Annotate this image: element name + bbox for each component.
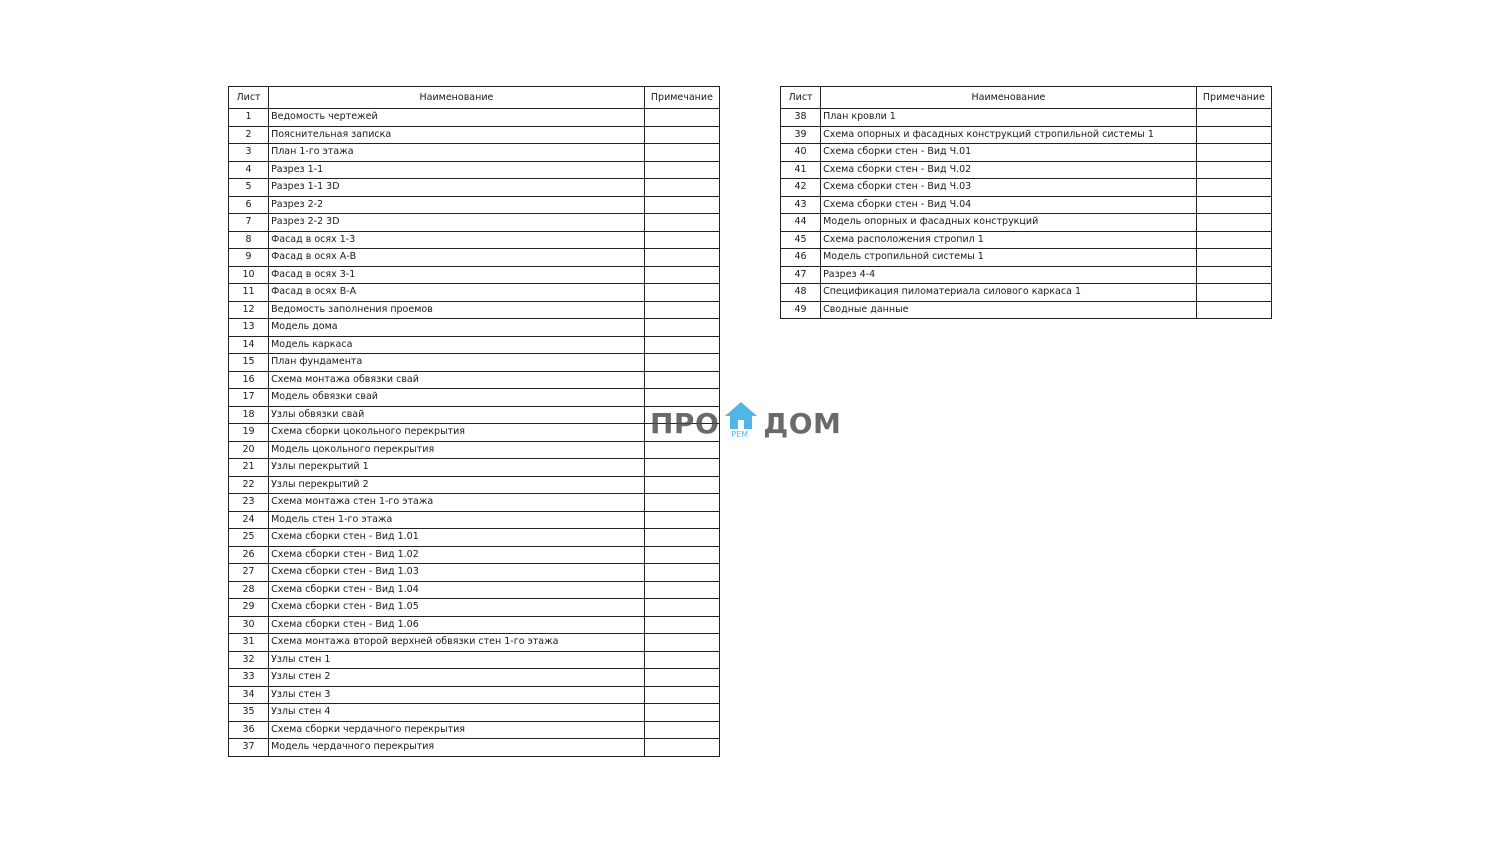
cell-sheet-name: План 1-го этажа <box>269 144 645 162</box>
table-row <box>229 266 720 284</box>
cell-sheet-number: 20 <box>229 441 269 459</box>
cell-note <box>644 214 719 232</box>
cell-sheet-name: Сводные данные <box>821 301 1197 319</box>
cell-sheet-name: Модель чердачного перекрытия <box>269 739 645 757</box>
cell-sheet-number: 27 <box>229 564 269 582</box>
table-row <box>229 704 720 722</box>
table-row <box>229 179 720 197</box>
cell-sheet-number: 8 <box>229 231 269 249</box>
table-row <box>229 739 720 757</box>
cell-sheet-name: Модель цокольного перекрытия <box>269 441 645 459</box>
cell-note <box>1196 301 1271 319</box>
cell-sheet-number: 33 <box>229 669 269 687</box>
cell-sheet-name: Фасад в осях А-В <box>269 249 645 267</box>
table-row <box>229 126 720 144</box>
cell-sheet-number: 32 <box>229 651 269 669</box>
table-row <box>229 599 720 617</box>
cell-sheet-number: 12 <box>229 301 269 319</box>
cell-sheet-name: Схема сборки стен - Вид 1.04 <box>269 581 645 599</box>
cell-note <box>644 319 719 337</box>
cell-sheet-number: 47 <box>781 266 821 284</box>
cell-note <box>644 354 719 372</box>
cell-sheet-name: Схема сборки цокольного перекрытия <box>269 424 645 442</box>
table-row <box>781 179 1272 197</box>
table-row <box>229 424 720 442</box>
cell-sheet-name: Схема сборки стен - Вид 1.06 <box>269 616 645 634</box>
cell-sheet-number: 24 <box>229 511 269 529</box>
cell-sheet-number: 15 <box>229 354 269 372</box>
cell-note <box>644 266 719 284</box>
table-row <box>781 196 1272 214</box>
table-row <box>229 196 720 214</box>
cell-sheet-number: 1 <box>229 109 269 127</box>
table-row <box>229 459 720 477</box>
cell-sheet-name: Схема сборки стен - Вид Ч.02 <box>821 161 1197 179</box>
cell-note <box>644 494 719 512</box>
cell-note <box>644 231 719 249</box>
cell-sheet-name: План фундамента <box>269 354 645 372</box>
cell-note <box>644 546 719 564</box>
table-header-row <box>781 87 1272 109</box>
cell-sheet-number: 3 <box>229 144 269 162</box>
cell-note <box>1196 126 1271 144</box>
cell-note <box>644 459 719 477</box>
cell-sheet-name: Узлы стен 3 <box>269 686 645 704</box>
cell-note <box>644 476 719 494</box>
table-row <box>781 214 1272 232</box>
cell-note <box>1196 231 1271 249</box>
cell-note <box>644 651 719 669</box>
cell-note <box>644 161 719 179</box>
cell-note <box>644 249 719 267</box>
cell-note <box>644 144 719 162</box>
cell-sheet-name: Схема сборки стен - Вид Ч.04 <box>821 196 1197 214</box>
table-row <box>229 406 720 424</box>
cell-sheet-name: Схема сборки стен - Вид 1.02 <box>269 546 645 564</box>
table-row <box>229 161 720 179</box>
table-row <box>781 231 1272 249</box>
cell-sheet-number: 2 <box>229 126 269 144</box>
cell-note <box>1196 214 1271 232</box>
cell-sheet-number: 5 <box>229 179 269 197</box>
cell-sheet-name: Модель опорных и фасадных конструкций <box>821 214 1197 232</box>
table-row <box>229 389 720 407</box>
header-name: Наименование <box>821 87 1197 109</box>
cell-sheet-name: Схема сборки стен - Вид 1.01 <box>269 529 645 547</box>
cell-sheet-name: Модель дома <box>269 319 645 337</box>
cell-note <box>1196 266 1271 284</box>
table-row <box>229 546 720 564</box>
table-row <box>781 161 1272 179</box>
cell-sheet-name: Спецификация пиломатериала силового каркаса 1 <box>821 284 1197 302</box>
cell-sheet-name: План кровли 1 <box>821 109 1197 127</box>
cell-sheet-name: Схема монтажа второй верхней обвязки стен 1-го этажа <box>269 634 645 652</box>
cell-sheet-number: 37 <box>229 739 269 757</box>
table-row <box>229 494 720 512</box>
cell-sheet-name: Схема сборки чердачного перекрытия <box>269 721 645 739</box>
cell-sheet-name: Модель стропильной системы 1 <box>821 249 1197 267</box>
table-row <box>781 301 1272 319</box>
watermark-logo <box>650 400 850 446</box>
cell-sheet-name: Схема сборки стен - Вид Ч.03 <box>821 179 1197 197</box>
cell-sheet-number: 6 <box>229 196 269 214</box>
cell-sheet-name: Разрез 2-2 3D <box>269 214 645 232</box>
watermark-text-right: ДОМ <box>763 406 842 440</box>
cell-sheet-number: 18 <box>229 406 269 424</box>
cell-note <box>1196 196 1271 214</box>
cell-sheet-number: 23 <box>229 494 269 512</box>
cell-sheet-name: Узлы стен 4 <box>269 704 645 722</box>
table-row <box>229 354 720 372</box>
table-row <box>229 651 720 669</box>
cell-sheet-name: Узлы перекрытий 1 <box>269 459 645 477</box>
cell-sheet-number: 44 <box>781 214 821 232</box>
cell-note <box>1196 144 1271 162</box>
cell-sheet-name: Узлы стен 1 <box>269 651 645 669</box>
cell-sheet-name: Схема монтажа обвязки свай <box>269 371 645 389</box>
table-row <box>229 686 720 704</box>
cell-note <box>1196 109 1271 127</box>
cell-sheet-name: Узлы перекрытий 2 <box>269 476 645 494</box>
cell-sheet-number: 4 <box>229 161 269 179</box>
table-row <box>229 669 720 687</box>
table-row <box>229 721 720 739</box>
cell-note <box>644 529 719 547</box>
cell-note <box>644 196 719 214</box>
watermark-subtext: РЕМ <box>731 430 749 439</box>
cell-sheet-name: Схема сборки стен - Вид 1.03 <box>269 564 645 582</box>
cell-sheet-number: 16 <box>229 371 269 389</box>
cell-note <box>644 511 719 529</box>
table-row <box>229 214 720 232</box>
table-row <box>229 249 720 267</box>
cell-note <box>644 179 719 197</box>
cell-note <box>644 336 719 354</box>
table-row <box>781 284 1272 302</box>
table-row <box>229 319 720 337</box>
cell-sheet-name: Модель каркаса <box>269 336 645 354</box>
cell-sheet-number: 14 <box>229 336 269 354</box>
cell-note <box>1196 161 1271 179</box>
header-name: Наименование <box>269 87 645 109</box>
table-row <box>229 476 720 494</box>
cell-sheet-name: Схема сборки стен - Вид 1.05 <box>269 599 645 617</box>
cell-note <box>644 634 719 652</box>
header-sheet: Лист <box>229 87 269 109</box>
table-row <box>229 144 720 162</box>
cell-note <box>644 126 719 144</box>
cell-sheet-number: 22 <box>229 476 269 494</box>
table-row <box>781 144 1272 162</box>
cell-sheet-number: 17 <box>229 389 269 407</box>
table-row <box>781 109 1272 127</box>
cell-sheet-number: 28 <box>229 581 269 599</box>
cell-sheet-name: Фасад в осях 1-3 <box>269 231 645 249</box>
cell-sheet-number: 25 <box>229 529 269 547</box>
cell-sheet-name: Пояснительная записка <box>269 126 645 144</box>
table-row <box>229 511 720 529</box>
cell-sheet-name: Модель стен 1-го этажа <box>269 511 645 529</box>
cell-note <box>644 739 719 757</box>
cell-sheet-number: 38 <box>781 109 821 127</box>
cell-sheet-number: 35 <box>229 704 269 722</box>
cell-sheet-name: Разрез 1-1 3D <box>269 179 645 197</box>
table-row <box>781 126 1272 144</box>
cell-sheet-number: 39 <box>781 126 821 144</box>
table-header-row <box>229 87 720 109</box>
cell-sheet-number: 26 <box>229 546 269 564</box>
cell-sheet-name: Узлы стен 2 <box>269 669 645 687</box>
cell-note <box>644 669 719 687</box>
table-row <box>229 284 720 302</box>
cell-note <box>1196 284 1271 302</box>
cell-sheet-number: 41 <box>781 161 821 179</box>
cell-sheet-number: 11 <box>229 284 269 302</box>
cell-note <box>644 599 719 617</box>
cell-sheet-name: Схема сборки стен - Вид Ч.01 <box>821 144 1197 162</box>
header-note: Примечание <box>644 87 719 109</box>
table-row <box>229 336 720 354</box>
watermark-text-left: ПРО <box>650 406 720 440</box>
cell-sheet-name: Разрез 2-2 <box>269 196 645 214</box>
cell-sheet-number: 46 <box>781 249 821 267</box>
cell-sheet-number: 48 <box>781 284 821 302</box>
cell-sheet-number: 42 <box>781 179 821 197</box>
cell-sheet-number: 49 <box>781 301 821 319</box>
cell-note <box>644 704 719 722</box>
table-row <box>781 249 1272 267</box>
cell-note <box>644 109 719 127</box>
cell-sheet-name: Узлы обвязки свай <box>269 406 645 424</box>
table-row <box>229 581 720 599</box>
table-row <box>781 266 1272 284</box>
cell-note <box>644 721 719 739</box>
header-sheet: Лист <box>781 87 821 109</box>
cell-sheet-name: Разрез 4-4 <box>821 266 1197 284</box>
table-row <box>229 634 720 652</box>
cell-note <box>644 564 719 582</box>
cell-sheet-number: 29 <box>229 599 269 617</box>
drawing-list-table-left <box>228 86 720 757</box>
cell-sheet-number: 9 <box>229 249 269 267</box>
cell-note <box>644 301 719 319</box>
cell-sheet-number: 30 <box>229 616 269 634</box>
table-row <box>229 529 720 547</box>
cell-sheet-number: 40 <box>781 144 821 162</box>
header-note: Примечание <box>1196 87 1271 109</box>
cell-sheet-number: 45 <box>781 231 821 249</box>
table-row <box>229 231 720 249</box>
cell-sheet-name: Схема монтажа стен 1-го этажа <box>269 494 645 512</box>
house-icon <box>721 400 761 446</box>
cell-sheet-number: 7 <box>229 214 269 232</box>
cell-sheet-name: Ведомость чертежей <box>269 109 645 127</box>
cell-sheet-number: 34 <box>229 686 269 704</box>
cell-sheet-number: 19 <box>229 424 269 442</box>
drawing-list-table-right <box>780 86 1272 319</box>
cell-note <box>644 371 719 389</box>
table-row <box>229 371 720 389</box>
table-row <box>229 616 720 634</box>
cell-note <box>644 284 719 302</box>
cell-sheet-name: Разрез 1-1 <box>269 161 645 179</box>
cell-note <box>644 686 719 704</box>
cell-sheet-name: Фасад в осях В-А <box>269 284 645 302</box>
table-row <box>229 564 720 582</box>
cell-sheet-number: 13 <box>229 319 269 337</box>
cell-sheet-number: 43 <box>781 196 821 214</box>
cell-sheet-name: Схема опорных и фасадных конструкций стропильной системы 1 <box>821 126 1197 144</box>
cell-sheet-name: Ведомость заполнения проемов <box>269 301 645 319</box>
cell-sheet-number: 21 <box>229 459 269 477</box>
cell-sheet-name: Схема расположения стропил 1 <box>821 231 1197 249</box>
cell-note <box>1196 179 1271 197</box>
cell-sheet-number: 10 <box>229 266 269 284</box>
cell-sheet-name: Модель обвязки свай <box>269 389 645 407</box>
table-row <box>229 109 720 127</box>
table-row <box>229 301 720 319</box>
table-row <box>229 441 720 459</box>
cell-note <box>1196 249 1271 267</box>
cell-sheet-name: Фасад в осях 3-1 <box>269 266 645 284</box>
cell-note <box>644 581 719 599</box>
cell-note <box>644 616 719 634</box>
cell-sheet-number: 31 <box>229 634 269 652</box>
cell-sheet-number: 36 <box>229 721 269 739</box>
